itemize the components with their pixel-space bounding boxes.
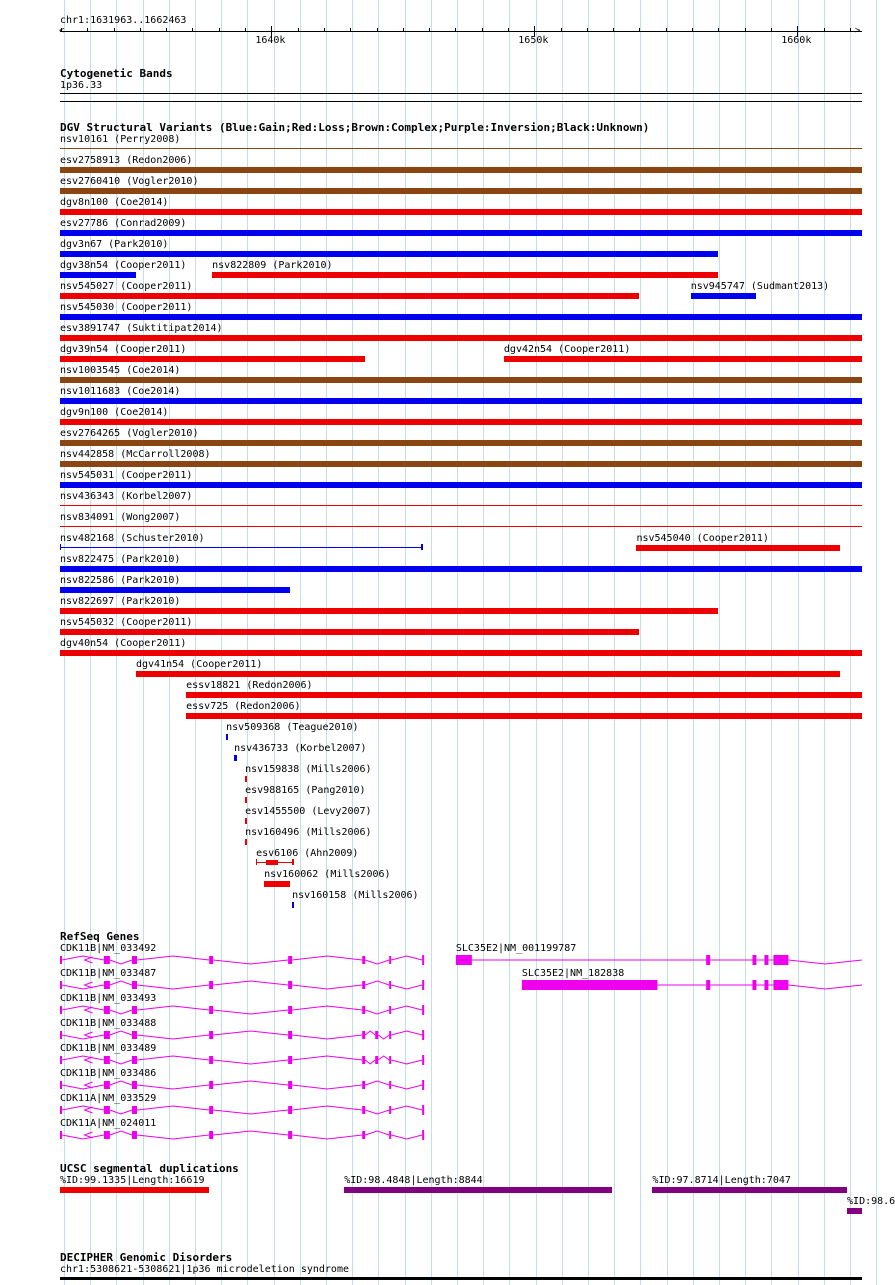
- segdup-item-bar[interactable]: [847, 1208, 862, 1214]
- refseq-intron[interactable]: [292, 1085, 362, 1089]
- refseq-exon[interactable]: [362, 1131, 365, 1139]
- dgv-item-label[interactable]: dgv9n100 (Coe2014): [60, 407, 169, 418]
- refseq-intron[interactable]: [213, 1060, 288, 1064]
- refseq-exon[interactable]: [60, 1131, 62, 1139]
- refseq-intron[interactable]: [365, 1031, 375, 1035]
- refseq-exon[interactable]: [104, 981, 110, 989]
- refseq-exon[interactable]: [132, 1081, 137, 1089]
- ruler-tick-label: 1640k: [255, 35, 286, 46]
- refseq-gene-label[interactable]: CDK11B|NM_033493: [60, 993, 157, 1004]
- refseq-exon[interactable]: [132, 981, 137, 989]
- refseq-intron[interactable]: [110, 1031, 132, 1035]
- dgv-item-label[interactable]: esv2760410 (Vogler2010): [60, 176, 199, 187]
- refseq-exon[interactable]: [522, 980, 658, 990]
- refseq-exon[interactable]: [375, 1056, 378, 1064]
- refseq-track-title[interactable]: RefSeq Genes: [60, 930, 140, 943]
- refseq-exon[interactable]: [362, 956, 365, 964]
- dgv-item-label[interactable]: dgv3n67 (Park2010): [60, 239, 169, 250]
- dgv-item-label[interactable]: nsv945747 (Sudmant2013): [690, 281, 830, 292]
- refseq-exon[interactable]: [362, 1106, 365, 1114]
- dgv-item-label[interactable]: esv3891747 (Suktitipat2014): [60, 323, 223, 334]
- refseq-exon[interactable]: [288, 1131, 292, 1139]
- refseq-exon[interactable]: [389, 1081, 391, 1089]
- refseq-intron[interactable]: [365, 1081, 389, 1085]
- dgv-item-label[interactable]: nsv509368 (Teague2010): [226, 722, 359, 733]
- refseq-exon[interactable]: [389, 1131, 391, 1139]
- refseq-exon[interactable]: [288, 956, 292, 964]
- ruler-right-arrow-icon: >: [855, 26, 861, 36]
- refseq-exon[interactable]: [60, 1031, 62, 1039]
- refseq-exon[interactable]: [362, 1081, 365, 1089]
- refseq-exon[interactable]: [422, 1055, 424, 1065]
- refseq-exon[interactable]: [209, 956, 213, 964]
- dgv-item-label[interactable]: nsv160158 (Mills2006): [292, 890, 419, 901]
- refseq-exon[interactable]: [104, 1006, 110, 1014]
- dgv-item-label[interactable]: nsv1003545 (Coe2014): [60, 365, 181, 376]
- refseq-gene-label[interactable]: CDK11B|NM_033486: [60, 1068, 157, 1079]
- dgv-item-label[interactable]: nsv159838 (Mills2006): [245, 764, 372, 775]
- dgv-item-label[interactable]: nsv160496 (Mills2006): [245, 827, 372, 838]
- refseq-exon[interactable]: [288, 981, 292, 989]
- refseq-exon[interactable]: [288, 1056, 292, 1064]
- strand-arrow-icon[interactable]: [85, 982, 93, 988]
- dgv-item-label[interactable]: nsv436733 (Korbel2007): [234, 743, 367, 754]
- refseq-exon[interactable]: [752, 955, 756, 965]
- strand-arrow-icon[interactable]: [85, 1032, 93, 1038]
- refseq-exon[interactable]: [706, 980, 710, 990]
- refseq-intron[interactable]: [365, 1110, 389, 1114]
- dgv-item-label[interactable]: dgv41n54 (Cooper2011): [135, 659, 263, 670]
- segdup-item-label[interactable]: %ID:99.1335|Length:16619: [60, 1175, 205, 1186]
- refseq-intron[interactable]: [365, 1060, 375, 1064]
- dgv-item-label[interactable]: dgv40n54 (Cooper2011): [60, 638, 187, 649]
- refseq-gene-label[interactable]: CDK11B|NM_033492: [60, 943, 157, 954]
- strand-arrow-icon[interactable]: [85, 1057, 93, 1063]
- refseq-exon[interactable]: [752, 980, 756, 990]
- refseq-intron[interactable]: [788, 985, 862, 989]
- refseq-exon[interactable]: [422, 1130, 424, 1140]
- refseq-intron[interactable]: [137, 1106, 209, 1110]
- refseq-intron[interactable]: [391, 1106, 422, 1110]
- refseq-intron[interactable]: [110, 1081, 132, 1085]
- refseq-exon[interactable]: [773, 980, 788, 990]
- refseq-intron[interactable]: [365, 981, 389, 985]
- refseq-exon[interactable]: [362, 981, 365, 989]
- dgv-item-label[interactable]: esv6106 (Ahn2009): [256, 848, 359, 859]
- strand-arrow-icon[interactable]: [85, 1007, 93, 1013]
- refseq-exon[interactable]: [104, 1031, 110, 1039]
- refseq-exon[interactable]: [209, 1081, 213, 1089]
- refseq-exon[interactable]: [104, 1106, 110, 1114]
- dgv-item-label[interactable]: nsv545031 (Cooper2011): [60, 470, 193, 481]
- dgv-item-label[interactable]: nsv545032 (Cooper2011): [60, 617, 193, 628]
- refseq-intron[interactable]: [62, 1135, 104, 1139]
- dgv-item-label[interactable]: essv18821 (Redon2006): [186, 680, 313, 691]
- refseq-intron[interactable]: [391, 1006, 422, 1010]
- dgv-item-label[interactable]: nsv1011683 (Coe2014): [60, 386, 181, 397]
- refseq-exon[interactable]: [288, 1031, 292, 1039]
- refseq-exon[interactable]: [288, 1081, 292, 1089]
- refseq-exon[interactable]: [209, 1106, 213, 1114]
- segdup-item-label[interactable]: %ID:98.6: [847, 1196, 895, 1207]
- refseq-exon[interactable]: [389, 1106, 391, 1114]
- refseq-intron[interactable]: [137, 956, 209, 960]
- refseq-exon[interactable]: [60, 1056, 62, 1064]
- ruler-left-arrow-icon: <: [59, 26, 65, 36]
- ruler-coordinates: chr1:1631963..1662463: [60, 15, 187, 26]
- decipher-item-bar[interactable]: [60, 1277, 862, 1280]
- strand-arrow-icon[interactable]: [85, 1132, 93, 1138]
- refseq-gene-label[interactable]: CDK11B|NM_033488: [60, 1018, 157, 1029]
- refseq-intron[interactable]: [137, 1035, 209, 1039]
- refseq-exon[interactable]: [362, 1031, 365, 1039]
- decipher-item-label[interactable]: chr1:5308621-5308621|1p36 microdeletion syndrome: [60, 1264, 349, 1275]
- refseq-exon[interactable]: [362, 1006, 365, 1014]
- refseq-intron[interactable]: [292, 1035, 362, 1039]
- refseq-exon[interactable]: [104, 1131, 110, 1139]
- refseq-gene-label[interactable]: CDK11A|NM_024011: [60, 1118, 157, 1129]
- refseq-gene-label[interactable]: CDK11A|NM_033529: [60, 1093, 157, 1104]
- refseq-intron[interactable]: [110, 1131, 132, 1135]
- refseq-intron[interactable]: [213, 981, 288, 985]
- refseq-intron[interactable]: [213, 1081, 288, 1085]
- ruler-tick-label: 1660k: [781, 35, 812, 46]
- cytoband-label: 1p36.33: [60, 80, 103, 91]
- dgv-item-label[interactable]: esv2758913 (Redon2006): [60, 155, 193, 166]
- dgv-item-label[interactable]: dgv8n100 (Coe2014): [60, 197, 169, 208]
- refseq-intron[interactable]: [213, 1031, 288, 1035]
- refseq-intron[interactable]: [292, 985, 362, 989]
- refseq-intron[interactable]: [391, 1135, 422, 1139]
- refseq-intron[interactable]: [292, 1106, 362, 1110]
- refseq-exon[interactable]: [362, 1056, 365, 1064]
- refseq-exon[interactable]: [209, 1056, 213, 1064]
- dgv-item-label[interactable]: dgv39n54 (Cooper2011): [60, 344, 187, 355]
- ruler-tick-label: 1650k: [518, 35, 549, 46]
- refseq-exon[interactable]: [389, 956, 391, 964]
- refseq-exon[interactable]: [209, 1131, 213, 1139]
- refseq-exon[interactable]: [288, 1106, 292, 1114]
- refseq-exon[interactable]: [764, 955, 768, 965]
- dgv-track-title[interactable]: DGV Structural Variants (Blue:Gain;Red:Loss;Brown:Complex;Purple:Inversion;Black:Unknown): [60, 121, 650, 134]
- dgv-item-label[interactable]: esv2764265 (Vogler2010): [60, 428, 199, 439]
- dgv-item-label[interactable]: essv725 (Redon2006): [186, 701, 301, 712]
- refseq-intron[interactable]: [391, 956, 422, 960]
- refseq-exon[interactable]: [132, 1056, 137, 1064]
- refseq-exon[interactable]: [764, 980, 768, 990]
- refseq-intron[interactable]: [213, 1010, 288, 1014]
- refseq-intron[interactable]: [137, 1135, 209, 1139]
- segdup-item-label[interactable]: %ID:97.8714|Length:7047: [652, 1175, 791, 1186]
- dgv-item-label[interactable]: nsv822475 (Park2010): [60, 554, 181, 565]
- refseq-intron[interactable]: [391, 1031, 422, 1035]
- dgv-item-label[interactable]: nsv10161 (Perry2008): [60, 134, 181, 145]
- refseq-intron[interactable]: [365, 960, 389, 964]
- dgv-item-label[interactable]: dgv38n54 (Cooper2011): [60, 260, 187, 271]
- refseq-intron[interactable]: [137, 985, 209, 989]
- refseq-exon[interactable]: [132, 1031, 137, 1039]
- refseq-intron[interactable]: [365, 1131, 389, 1135]
- segdup-item-bar[interactable]: [60, 1187, 209, 1193]
- dgv-item-label[interactable]: nsv482168 (Schuster2010): [60, 533, 205, 544]
- dgv-item-label[interactable]: nsv436343 (Korbel2007): [60, 491, 193, 502]
- refseq-exon[interactable]: [132, 1106, 137, 1114]
- refseq-intron[interactable]: [62, 1006, 104, 1010]
- dgv-item-label[interactable]: esv27786 (Conrad2009): [60, 218, 187, 229]
- refseq-exon[interactable]: [288, 1006, 292, 1014]
- refseq-intron[interactable]: [62, 985, 104, 989]
- refseq-intron[interactable]: [391, 1060, 422, 1064]
- dgv-item-label[interactable]: nsv442858 (McCarroll2008): [60, 449, 211, 460]
- refseq-exon[interactable]: [422, 1030, 424, 1040]
- refseq-gene-label[interactable]: SLC35E2|NM_182838: [521, 968, 625, 979]
- refseq-intron[interactable]: [137, 1006, 209, 1010]
- cytoband-track-title[interactable]: Cytogenetic Bands: [60, 67, 173, 80]
- decipher-track-title[interactable]: DECIPHER Genomic Disorders: [60, 1251, 233, 1264]
- refseq-exon[interactable]: [132, 956, 137, 964]
- refseq-gene-label[interactable]: CDK11B|NM_033487: [60, 968, 157, 979]
- segdup-item-bar[interactable]: [344, 1187, 612, 1193]
- refseq-exon[interactable]: [422, 1105, 424, 1115]
- refseq-intron[interactable]: [391, 985, 422, 989]
- dgv-item-label[interactable]: nsv822809 (Park2010): [212, 260, 333, 271]
- refseq-exon[interactable]: [375, 1031, 378, 1039]
- refseq-exon[interactable]: [132, 1131, 137, 1139]
- dgv-item-label[interactable]: nsv834091 (Wong2007): [60, 512, 181, 523]
- refseq-intron[interactable]: [292, 1135, 362, 1139]
- refseq-intron[interactable]: [213, 1131, 288, 1135]
- refseq-exon[interactable]: [132, 1006, 137, 1014]
- refseq-intron[interactable]: [110, 1010, 132, 1014]
- refseq-exon[interactable]: [104, 1081, 110, 1089]
- dgv-item-label[interactable]: esv1455500 (Levy2007): [245, 806, 372, 817]
- refseq-exon[interactable]: [389, 981, 391, 989]
- refseq-gene-label[interactable]: CDK11B|NM_033489: [60, 1043, 157, 1054]
- refseq-exon[interactable]: [209, 981, 213, 989]
- refseq-exon[interactable]: [773, 955, 788, 965]
- refseq-exon[interactable]: [706, 955, 710, 965]
- refseq-exon[interactable]: [422, 980, 424, 990]
- refseq-intron[interactable]: [110, 960, 132, 964]
- strand-arrow-icon[interactable]: [85, 957, 93, 963]
- refseq-exon[interactable]: [209, 1006, 213, 1014]
- dgv-item-label[interactable]: nsv822586 (Park2010): [60, 575, 181, 586]
- refseq-exon[interactable]: [209, 1031, 213, 1039]
- refseq-exon[interactable]: [389, 1006, 391, 1014]
- refseq-intron[interactable]: [365, 1010, 389, 1014]
- refseq-intron[interactable]: [378, 1035, 389, 1039]
- refseq-intron[interactable]: [62, 1085, 104, 1089]
- refseq-intron[interactable]: [62, 956, 104, 960]
- refseq-intron[interactable]: [292, 1006, 362, 1010]
- refseq-exon[interactable]: [60, 1006, 62, 1014]
- refseq-intron[interactable]: [62, 1035, 104, 1039]
- refseq-exon[interactable]: [60, 981, 62, 989]
- refseq-exon[interactable]: [422, 955, 424, 965]
- strand-arrow-icon[interactable]: [85, 1082, 93, 1088]
- refseq-intron[interactable]: [213, 1110, 288, 1114]
- segdup-item-label[interactable]: %ID:98.4848|Length:8844: [344, 1175, 483, 1186]
- refseq-exon[interactable]: [422, 1080, 424, 1090]
- refseq-exon[interactable]: [456, 955, 472, 965]
- refseq-intron[interactable]: [292, 956, 362, 960]
- dgv-item-label[interactable]: esv988165 (Pang2010): [245, 785, 366, 796]
- refseq-intron[interactable]: [110, 1060, 132, 1064]
- refseq-exon[interactable]: [60, 1106, 62, 1114]
- dgv-item-label[interactable]: nsv545040 (Cooper2011): [636, 533, 769, 544]
- dgv-item-label[interactable]: nsv545027 (Cooper2011): [60, 281, 193, 292]
- refseq-exon[interactable]: [60, 1081, 62, 1089]
- refseq-intron[interactable]: [213, 960, 288, 964]
- refseq-exon[interactable]: [422, 1005, 424, 1015]
- refseq-intron[interactable]: [378, 1056, 389, 1060]
- refseq-intron[interactable]: [137, 1085, 209, 1089]
- refseq-intron[interactable]: [788, 960, 862, 964]
- dgv-item-label[interactable]: nsv160062 (Mills2006): [264, 869, 391, 880]
- dgv-item-label[interactable]: nsv545030 (Cooper2011): [60, 302, 193, 313]
- refseq-intron[interactable]: [137, 1056, 209, 1060]
- refseq-intron[interactable]: [391, 1085, 422, 1089]
- strand-arrow-icon[interactable]: [85, 1107, 93, 1113]
- refseq-intron[interactable]: [292, 1056, 362, 1060]
- refseq-exon[interactable]: [60, 956, 62, 964]
- dgv-item-label[interactable]: dgv42n54 (Cooper2011): [503, 344, 631, 355]
- refseq-exon[interactable]: [104, 1056, 110, 1064]
- refseq-gene-label[interactable]: SLC35E2|NM_001199787: [455, 943, 577, 954]
- refseq-exon[interactable]: [104, 956, 110, 964]
- refseq-intron[interactable]: [62, 1056, 104, 1060]
- dgv-item-label[interactable]: nsv822697 (Park2010): [60, 596, 181, 607]
- refseq-intron[interactable]: [110, 1110, 132, 1114]
- refseq-exon[interactable]: [389, 1056, 391, 1064]
- segdup-item-bar[interactable]: [652, 1187, 847, 1193]
- refseq-intron[interactable]: [62, 1106, 104, 1110]
- refseq-exon[interactable]: [389, 1031, 391, 1039]
- refseq-intron[interactable]: [110, 981, 132, 985]
- segdup-track-title[interactable]: UCSC segmental duplications: [60, 1162, 239, 1175]
